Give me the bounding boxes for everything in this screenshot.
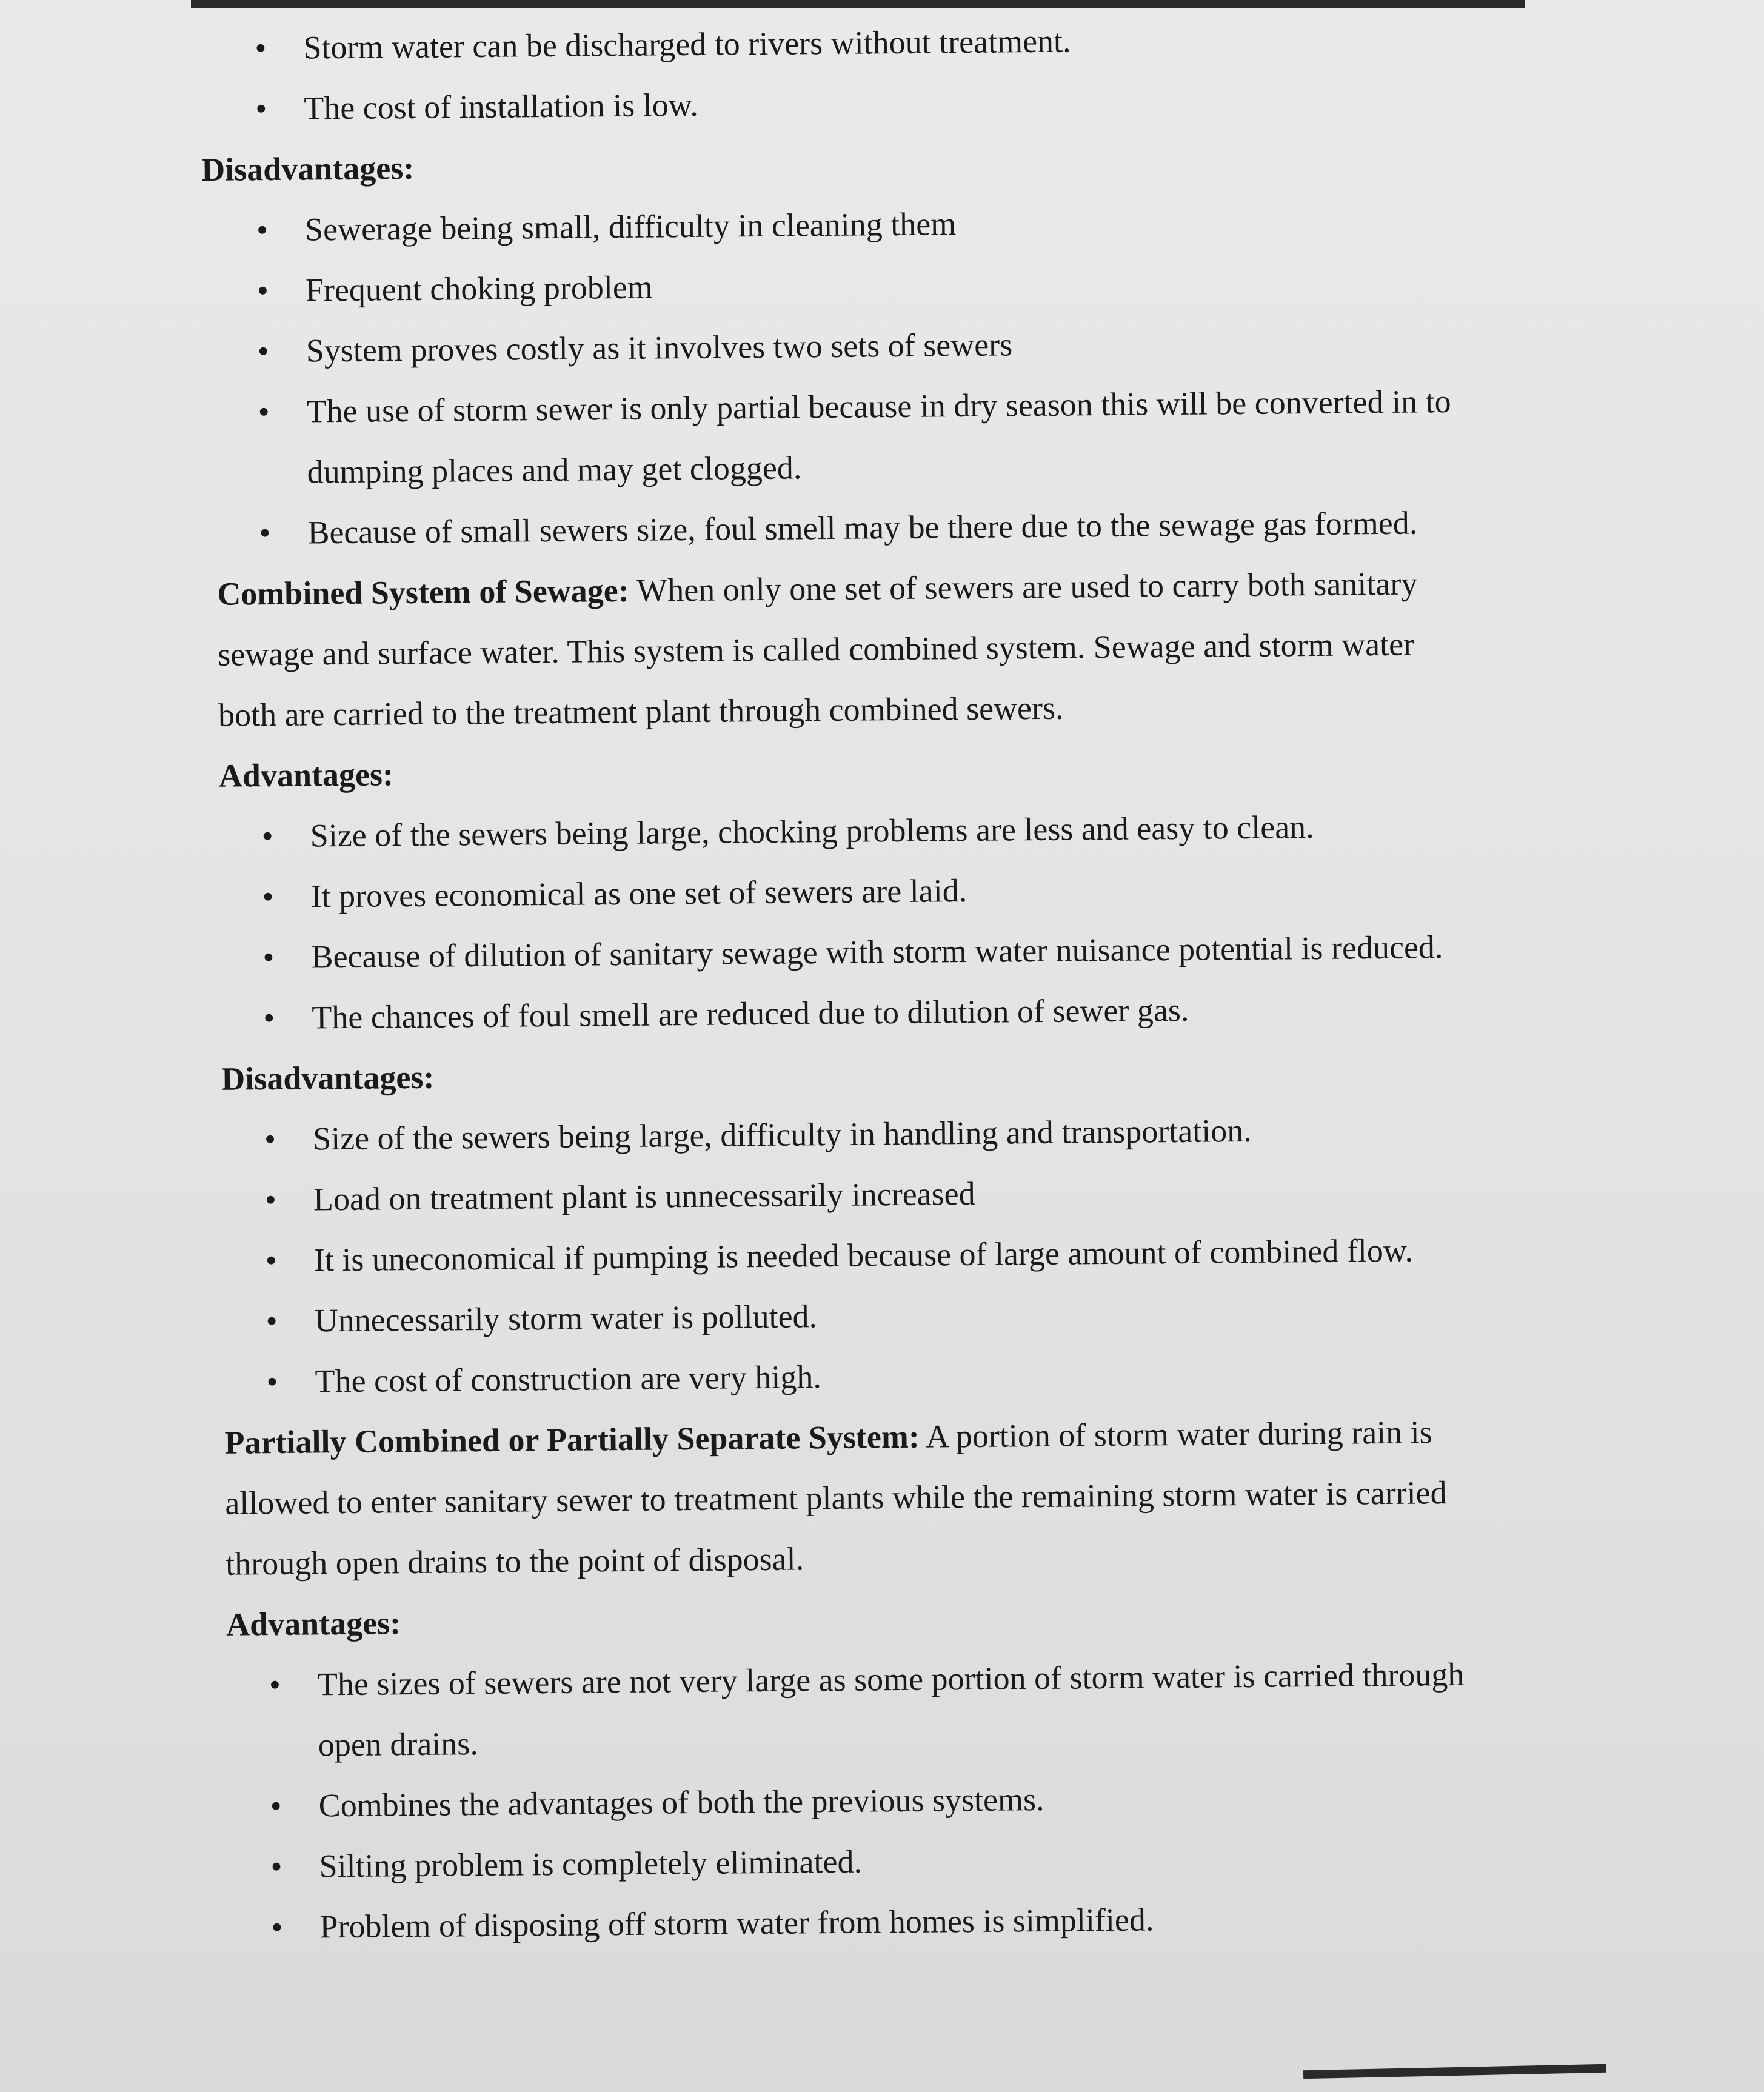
list-item-continuation: dumping places and may get clogged. bbox=[307, 449, 802, 490]
section-heading: Disadvantages: bbox=[221, 1058, 435, 1097]
paragraph-line: both are carried to the treatment plant through combined sewers. bbox=[218, 689, 1064, 734]
section-heading: Advantages: bbox=[226, 1605, 401, 1643]
section-title: Partially Combined or Partially Separate System: bbox=[224, 1418, 920, 1461]
list-item: • Problem of disposing off storm water from homes is simplified. bbox=[216, 1885, 1611, 1958]
bullet-icon: • bbox=[261, 817, 273, 855]
bullet-icon: • bbox=[264, 1181, 277, 1218]
bullet-icon: • bbox=[256, 212, 269, 249]
bullet-icon: • bbox=[270, 1787, 282, 1825]
section-heading: Advantages: bbox=[218, 756, 394, 794]
list-item: • Unnecessarily storm water is polluted. bbox=[211, 1279, 1606, 1352]
list-item: • Because of small sewers size, foul smell may be there due to the sewage gas formed. bbox=[204, 491, 1599, 564]
paragraph-line: Combined System of Sewage: When only one set of sewers are used to carry both sanitary bbox=[217, 565, 1418, 612]
list-item: • Silting problem is completely eliminated. bbox=[216, 1825, 1611, 1897]
bullet-icon: • bbox=[255, 90, 267, 127]
paragraph-line: sewage and surface water. This system is called combined system. Sewage and storm water bbox=[217, 626, 1415, 673]
bullet-icon: • bbox=[266, 1363, 278, 1400]
list-item: • The cost of installation is low. bbox=[201, 67, 1595, 139]
bullet-icon: • bbox=[270, 1848, 282, 1885]
paragraph-line: allowed to enter sanitary sewer to treatment plants while the remaining storm water is carried bbox=[225, 1474, 1447, 1522]
bullet-icon: • bbox=[271, 1908, 283, 1946]
bullet-icon: • bbox=[262, 938, 275, 976]
bullet-icon: • bbox=[257, 333, 269, 370]
list-item: • System proves costly as it involves two sets of sewers bbox=[202, 309, 1597, 382]
bullet-icon: • bbox=[263, 999, 275, 1037]
top-rule bbox=[191, 0, 1525, 8]
list-item: • Size of the sewers being large, chocking problems are less and easy to clean. bbox=[207, 794, 1602, 867]
section-heading: Disadvantages: bbox=[201, 149, 415, 188]
list-item: • Storm water can be discharged to rivers without treatment. bbox=[200, 6, 1595, 79]
section-title: Combined System of Sewage: bbox=[217, 572, 629, 612]
bottom-rule bbox=[1303, 2064, 1606, 2079]
list-item: • Load on treatment plant is unnecessarily increased bbox=[210, 1158, 1605, 1231]
bullet-icon: • bbox=[269, 1666, 281, 1703]
bullet-icon: • bbox=[258, 393, 270, 430]
bullet-icon: • bbox=[264, 1120, 276, 1158]
list-item: • The use of storm sewer is only partial because in dry season this will be converted in to bbox=[203, 370, 1598, 443]
list-item: • Frequent choking problem bbox=[202, 249, 1597, 321]
list-item-continuation: open drains. bbox=[318, 1725, 479, 1763]
bullet-icon: • bbox=[255, 30, 267, 67]
bullet-icon: • bbox=[256, 272, 269, 309]
bullet-icon: • bbox=[259, 515, 271, 552]
list-item: • Size of the sewers being large, difficulty in handling and transportation. bbox=[210, 1097, 1605, 1170]
page-content bbox=[200, 6, 1611, 1958]
bullet-icon: • bbox=[262, 878, 274, 915]
list-item: • Sewerage being small, difficulty in cleaning them bbox=[202, 188, 1597, 261]
paragraph-line: Partially Combined or Partially Separate System: A portion of storm water during rain is bbox=[224, 1414, 1432, 1461]
list-item: • It is uneconomical if pumping is needed because of large amount of combined flow. bbox=[210, 1218, 1605, 1291]
list-item: • Because of dilution of sanitary sewage with storm water nuisance potential is reduced. bbox=[208, 915, 1603, 988]
paragraph-line: through open drains to the point of disposal. bbox=[225, 1540, 804, 1582]
bullet-icon: • bbox=[266, 1302, 278, 1340]
bullet-icon: • bbox=[265, 1241, 278, 1279]
list-item: • The sizes of sewers are not very large as some portion of storm water is carried through bbox=[215, 1643, 1609, 1716]
list-item: • It proves economical as one set of sewers are laid. bbox=[207, 855, 1602, 927]
list-item: • Combines the advantages of both the previous systems. bbox=[215, 1764, 1610, 1837]
list-item: • The chances of foul smell are reduced due to dilution of sewer gas. bbox=[209, 976, 1603, 1049]
list-item: • The cost of construction are very high. bbox=[212, 1340, 1606, 1412]
